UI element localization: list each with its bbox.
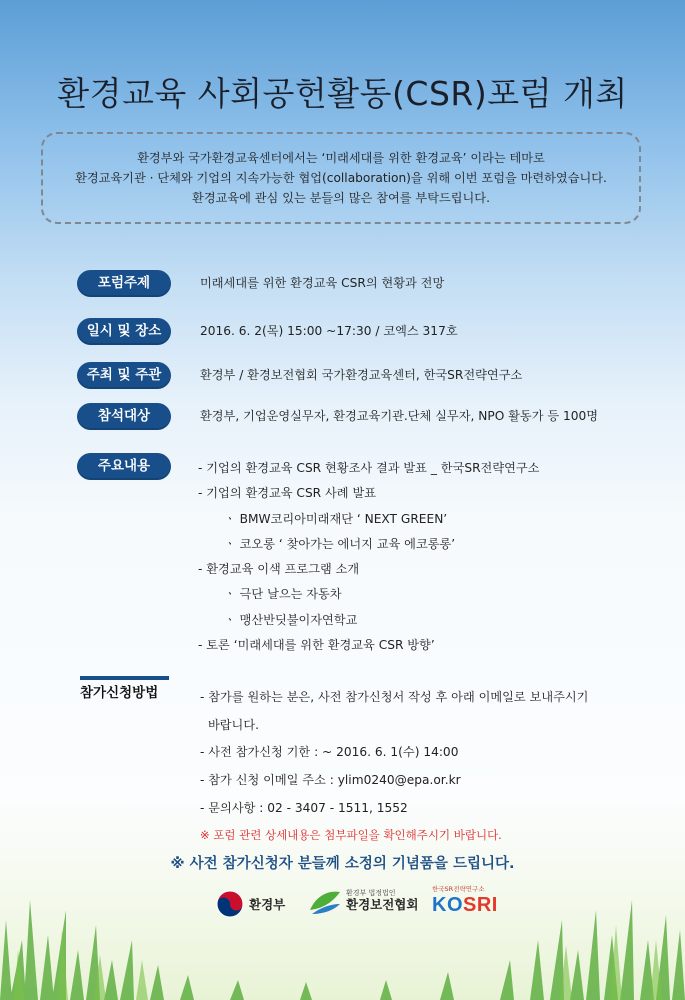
list-item: - 토론 ‘미래세대를 위한 환경교육 CSR 방향’ [198, 638, 435, 653]
list-item: - 기업의 환경교육 CSR 현황조사 결과 발표 _ 한국SR전략연구소 [198, 461, 540, 475]
apply-deadline: - 사전 참가신청 기한 : ~ 2016. 6. 1(수) 14:00 [200, 745, 459, 760]
intro-line: 환경부와 국가환경교육센터에서는 ‘미래세대를 위한 환경교육’ 이라는 테마로 [137, 151, 545, 165]
topic-value: 미래세대를 위한 환경교육 CSR의 현황과 전망 [200, 276, 445, 290]
attendees-badge: 참석대상 [77, 403, 171, 430]
list-item: - 환경교육 이색 프로그램 소개 [198, 562, 360, 577]
kosri-wordmark [432, 893, 498, 917]
intro-box [41, 132, 641, 224]
apply-heading: 참가신청방법 [80, 685, 159, 701]
gift-notice: ※ 사전 참가신청자 분들께 소정의 기념품을 드립니다. [170, 856, 515, 872]
datetime-value: 2016. 6. 2(목) 15:00 ~17:30 / 코엑스 317호 [200, 324, 458, 338]
ministry-name: 환경부 [249, 897, 286, 912]
host-value: 환경부 / 환경보전협회 국가환경교육센터, 한국SR전략연구소 [200, 368, 523, 382]
epa-logo [308, 886, 418, 916]
page-title: 환경교육 사회공헌활동(CSR)포럼 개최 [57, 74, 628, 114]
list-item: ㆍ 극단 날으는 자동차 [224, 587, 342, 602]
apply-email: - 참가 신청 이메일 주소 : ylim0240@epa.or.kr [200, 773, 461, 788]
list-item: ㆍ BMW코리아미래재단 ‘ NEXT GREEN’ [224, 511, 448, 526]
list-item: ㆍ 맹산반딧불이자연학교 [224, 612, 358, 627]
intro-line: 환경교육기관 · 단체와 기업의 지속가능한 협업(collaboration)을 위해 이번 포럼을 마련하였습니다. [75, 171, 607, 185]
apply-line: 바랍니다. [208, 717, 259, 732]
kosri-wordmark-part2: SRI [463, 893, 498, 916]
list-item: ㆍ 코오롱 ‘ 찾아가는 에너지 교육 에코롱롱’ [224, 536, 456, 551]
kosri-wordmark-part1: KO [432, 893, 463, 916]
attendees-value: 환경부, 기업운영실무자, 환경교육기관.단체 실무자, NPO 활동가 등 100명 [200, 409, 599, 423]
list-item: - 기업의 환경교육 CSR 사례 발표 [198, 486, 376, 501]
datetime-badge: 일시 및 장소 [77, 318, 171, 345]
taegeuk-icon [216, 890, 244, 918]
kosri-logo [432, 886, 498, 917]
ministry-logo [216, 890, 285, 918]
program-badge: 주요내용 [77, 453, 171, 480]
epa-name: 환경보전협회 [346, 897, 419, 913]
apply-line: - 참가를 원하는 분은, 사전 참가신청서 작성 후 아래 이메일로 보내주시기 [200, 690, 589, 704]
epa-subtitle: 환경부 법정법인 [346, 889, 396, 898]
intro-line: 환경교육에 관심 있는 분들의 많은 참여를 부탁드립니다. [192, 191, 490, 205]
leaf-icon [308, 886, 342, 916]
host-badge: 주최 및 주관 [77, 362, 171, 389]
topic-badge: 포럼주제 [77, 270, 171, 297]
apply-details [200, 684, 588, 850]
program-list [198, 456, 539, 658]
apply-note: ※ 포럼 관련 상세내용은 첨부파일을 확인해주시기 바랍니다. [200, 828, 502, 843]
kosri-subtitle: 한국SR전략연구소 [432, 885, 485, 893]
apply-contact: - 문의사항 : 02 - 3407 - 1511, 1552 [200, 800, 408, 815]
logo-strip [0, 886, 685, 936]
